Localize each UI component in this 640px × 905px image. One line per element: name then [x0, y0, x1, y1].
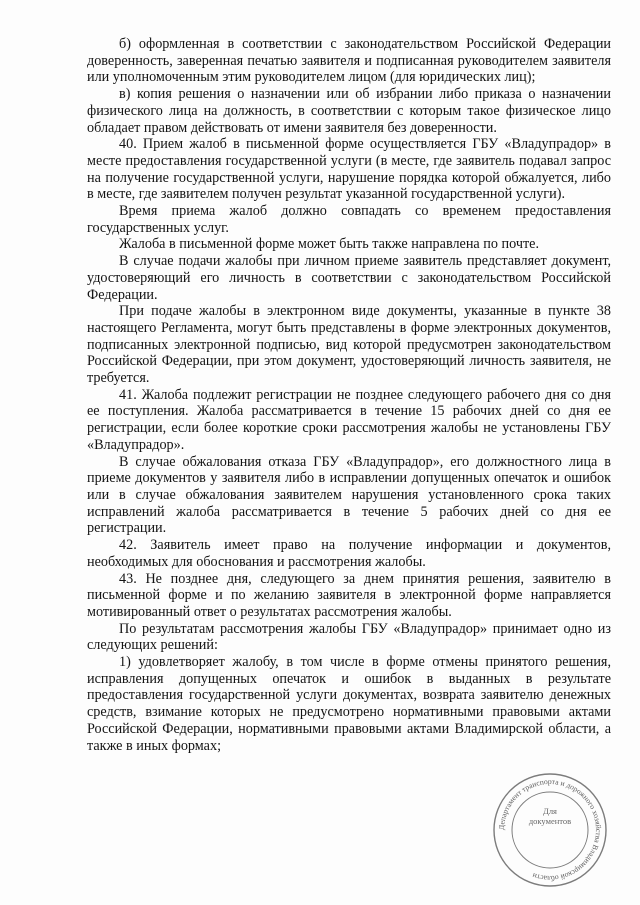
paragraph-40: 40. Прием жалоб в письменной форме осуществляется ГБУ «Владупрадор» в месте предоставления государственной услуги (в месте, где заявитель подавал запрос на получение государственной услуги, нарушение порядка которой обжалуется, либо в месте, где заявителем получен результат указанной государственной услуги). — [87, 136, 611, 203]
paragraph-decisions-intro: По результатам рассмотрения жалобы ГБУ «Владупрадор» принимает одно из следующих решений: — [87, 620, 611, 654]
svg-text:Департамент транспорта и дорож — [497, 777, 603, 883]
stamp-center-line1: Для — [543, 806, 557, 816]
paragraph-refusal-appeal: В случае обжалования отказа ГБУ «Владупрадор», его должностного лица в приеме документов у заявителя либо в исправлении допущенных опечаток и ошибок или в случае обжалования заявителем нарушения установленного срока таких исправлений жалоба рассматривается в течение 5 рабочих дней со дня ее регистрации. — [87, 453, 611, 537]
paragraph-decision-1: 1) удовлетворяет жалобу, в том числе в форме отмены принятого решения, исправления допущенных опечаток и ошибок в выданных в результате предоставления государственной услуги документах, возврата заявителю денежных средств, взимание которых не предусмотрено нормативными правовыми актами Российской Федерации, нормативными правовыми актами Владимирской области, а также в иных формах; — [87, 654, 611, 754]
paragraph-41: 41. Жалоба подлежит регистрации не позднее следующего рабочего дня со дня ее поступления. Жалоба рассматривается в течение 15 рабочих дней со дня ее регистрации, если более короткие сроки рассмотрения жалобы не установлены ГБУ «Владупрадор». — [87, 386, 611, 453]
stamp-seal-icon — [490, 770, 610, 890]
paragraph-item-b: б) оформленная в соответствии с законодательством Российской Федерации доверенность, заверенная печатью заявителя и подписанная руководителем заявителя или уполномоченным этим руководителем лицом (для юридических лиц); — [87, 36, 611, 86]
paragraph-43: 43. Не позднее дня, следующего за днем принятия решения, заявителю в письменной форме и по желанию заявителя в электронной форме направляется мотивированный ответ о результатах рассмотрения жалобы. — [87, 570, 611, 620]
stamp-center-line2: документов — [528, 816, 572, 826]
stamp-center-text — [518, 806, 582, 826]
paragraph-personal-reception: В случае подачи жалобы при личном приеме заявитель представляет документ, удостоверяющий его личность в соответствии с законодательством Российской Федерации. — [87, 253, 611, 303]
paragraph-electronic-submission: При подаче жалобы в электронном виде документы, указанные в пункте 38 настоящего Регламента, могут быть представлены в форме электронных документов, подписанных электронной подписью, вид которой предусмотрен законодательством Российской Федерации, при этом документ, удостоверяющий личность заявителя, не требуется. — [87, 303, 611, 387]
document-body — [87, 36, 611, 754]
paragraph-by-mail: Жалоба в письменной форме может быть также направлена по почте. — [119, 236, 540, 253]
paragraph-42: 42. Заявитель имеет право на получение информации и документов, необходимых для обоснования и рассмотрения жалобы. — [87, 537, 611, 570]
official-stamp — [490, 770, 610, 890]
paragraph-reception-time: Время приема жалоб должно совпадать со временем предоставления государственных услуг. — [87, 203, 611, 236]
paragraph-item-v: в) копия решения о назначении или об избрании либо приказа о назначении физического лица на должность, в соответствии с которым такое физическое лицо обладает правом действовать от имени заявителя без доверенности. — [87, 86, 611, 136]
stamp-ring-text: Департамент транспорта и дорожного хозяйства Владимирской области — [496, 776, 604, 884]
